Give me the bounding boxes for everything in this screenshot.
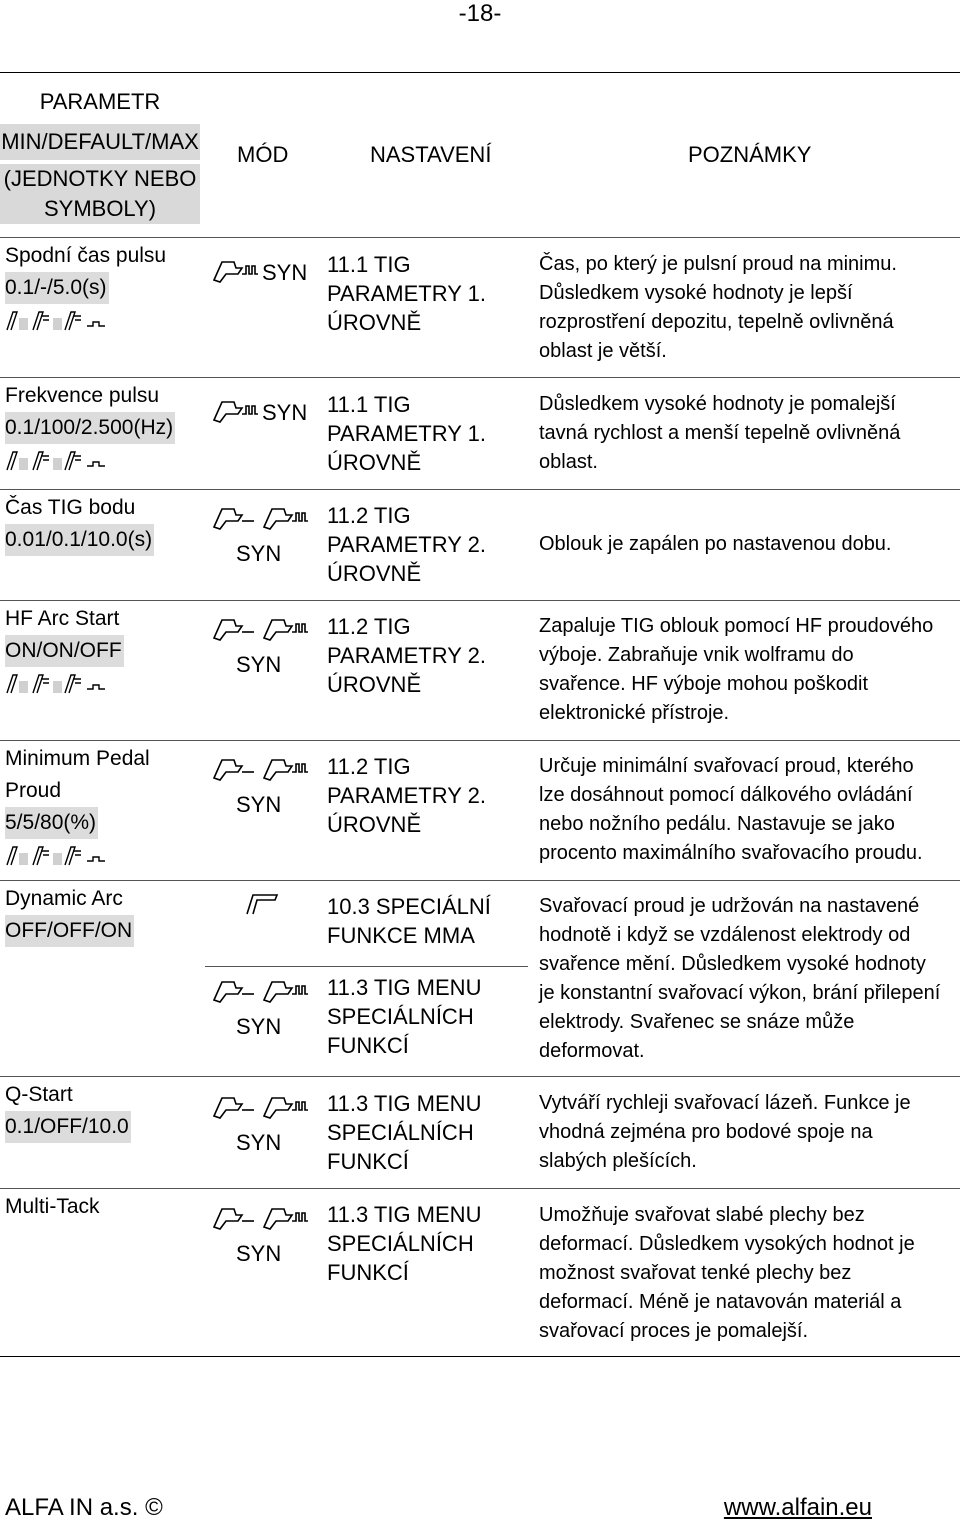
setting-cell xyxy=(327,973,527,1060)
param-value: 0.01/0.1/10.0(s) xyxy=(5,524,154,556)
param-value: OFF/OFF/ON xyxy=(5,915,134,947)
setting-cell xyxy=(327,390,527,477)
param-value: 0.1/-/5.0(s) xyxy=(5,272,109,304)
setting-line: 11.1 TIG xyxy=(327,392,411,417)
note-line: rozprostření depozitu, tepelně ovlivněná xyxy=(539,311,894,333)
note-line: oblast je větší. xyxy=(539,340,667,362)
note-line: hodnotě i když se vzdálenost elektrody od xyxy=(539,924,911,946)
row-rule xyxy=(0,740,960,741)
note-line: Oblouk je zapálen po nastavenou dobu. xyxy=(539,533,892,555)
note-cell xyxy=(539,612,959,728)
note-line: deformací. Méně je natavován materiál a xyxy=(539,1291,902,1313)
setting-line: 11.3 TIG MENU xyxy=(327,1202,482,1227)
setting-cell xyxy=(327,612,527,699)
note-line: Umožňuje svařovat slabé plechy bez xyxy=(539,1204,865,1226)
footer-company: ALFA IN a.s. © xyxy=(5,1494,163,1521)
note-cell xyxy=(539,752,959,868)
svg-text:SYN: SYN xyxy=(236,652,282,676)
svg-text:SYN: SYN xyxy=(236,541,282,565)
setting-line: ÚROVNĚ xyxy=(327,812,422,837)
param-cell xyxy=(5,1191,200,1223)
note-line: Čas, po který je pulsní proud na minimu. xyxy=(539,253,897,275)
param-name: Frekvence pulsu xyxy=(5,384,160,407)
setting-line: FUNKCÍ xyxy=(327,1033,409,1058)
header-parameter xyxy=(0,84,200,224)
setting-line: PARAMETRY 1. xyxy=(327,421,486,446)
setting-line: ÚROVNĚ xyxy=(327,561,422,586)
table-top-rule xyxy=(0,72,960,73)
param-name: HF Arc Start xyxy=(5,607,120,630)
tig-mode-symbols-icon xyxy=(5,841,115,867)
param-value: 0.1/OFF/10.0 xyxy=(5,1111,131,1143)
note-line: tavná rychlost a menší tepelně ovlivněná xyxy=(539,422,901,444)
svg-text:SYN: SYN xyxy=(236,1014,282,1038)
setting-line: FUNKCÍ xyxy=(327,1149,409,1174)
header-notes: POZNÁMKY xyxy=(688,142,812,167)
param-name: Dynamic Arc xyxy=(5,887,123,910)
header-param-line3: (JEDNOTKY NEBO xyxy=(0,164,200,194)
dc-pulse-syn-icon xyxy=(212,1205,312,1265)
note-line: elektronické přístroje. xyxy=(539,702,730,724)
setting-line: PARAMETRY 2. xyxy=(327,783,486,808)
note-line: svařence. HF výboje mohou poškodit xyxy=(539,673,869,695)
param-name: Minimum Pedal xyxy=(5,747,150,770)
note-line: Určuje minimální svařovací proud, kterého xyxy=(539,755,914,777)
note-cell xyxy=(539,1201,959,1346)
note-line: Svařovací proud je udržován na nastavené xyxy=(539,895,920,917)
tig-mode-symbols-icon xyxy=(5,446,115,472)
page-number: -18- xyxy=(458,0,502,27)
row-rule xyxy=(0,237,960,238)
row-rule xyxy=(0,1188,960,1189)
note-cell xyxy=(539,390,959,477)
param-name-line2: Proud xyxy=(5,779,62,802)
setting-line: 10.3 SPECIÁLNÍ xyxy=(327,894,491,919)
dc-pulse-syn-icon xyxy=(212,756,312,816)
param-value: ON/ON/OFF xyxy=(5,635,124,667)
dc-pulse-syn-icon xyxy=(212,616,312,676)
table-bottom-rule xyxy=(0,1356,960,1357)
param-name: Čas TIG bodu xyxy=(5,496,136,519)
setting-line: 11.2 TIG xyxy=(327,754,411,779)
setting-line: ÚROVNĚ xyxy=(327,672,422,697)
param-cell xyxy=(5,380,200,474)
note-line: Důsledkem vysoké hodnoty je pomalejší xyxy=(539,393,896,415)
setting-line: 11.2 TIG xyxy=(327,503,411,528)
param-value: 5/5/80(%) xyxy=(5,807,98,839)
row-rule xyxy=(0,1076,960,1077)
setting-line: PARAMETRY 1. xyxy=(327,281,486,306)
note-line: svařovací proces je pomalejší. xyxy=(539,1320,809,1342)
row-rule xyxy=(0,880,960,881)
process-mode-icons xyxy=(5,669,200,697)
setting-line: PARAMETRY 2. xyxy=(327,643,486,668)
row-rule xyxy=(0,600,960,601)
setting-line: 11.1 TIG xyxy=(327,252,411,277)
setting-cell xyxy=(327,752,527,839)
header-param-line4: SYMBOLY) xyxy=(0,194,200,224)
svg-text:SYN: SYN xyxy=(236,792,282,816)
svg-text:SYN: SYN xyxy=(262,260,308,285)
footer-website-link[interactable]: www.alfain.eu xyxy=(723,1494,872,1521)
setting-cell xyxy=(327,501,527,588)
note-line: elektrody. Svařenec se snáze může xyxy=(539,1011,855,1033)
setting-cell xyxy=(327,1089,527,1176)
setting-line: 11.2 TIG xyxy=(327,614,411,639)
note-line: Vytváří rychleji svařovací lázeň. Funkce je xyxy=(539,1092,911,1114)
param-name: Multi-Tack xyxy=(5,1195,100,1218)
note-line: výboje. Zabraňuje vnik wolframu do xyxy=(539,644,854,666)
header-setting: NASTAVENÍ xyxy=(370,142,492,167)
setting-line: ÚROVNĚ xyxy=(327,450,422,475)
note-line: deformovat. xyxy=(539,1040,645,1062)
process-mode-icons xyxy=(5,306,200,334)
process-mode-icons xyxy=(5,841,200,869)
note-cell xyxy=(539,892,959,1066)
note-line: lze dosáhnout pomocí dálkového ovládání xyxy=(539,784,913,806)
note-line: procento maximálního svařovacího proudu. xyxy=(539,842,923,864)
setting-line: FUNKCÍ xyxy=(327,1260,409,1285)
param-cell xyxy=(5,603,200,697)
sub-row-rule xyxy=(205,966,528,967)
svg-text:SYN: SYN xyxy=(262,400,308,425)
row-rule xyxy=(0,377,960,378)
note-cell xyxy=(539,1089,959,1176)
setting-line: SPECIÁLNÍCH xyxy=(327,1231,474,1256)
setting-line: PARAMETRY 2. xyxy=(327,532,486,557)
setting-cell xyxy=(327,1200,527,1287)
tig-mode-symbols-icon xyxy=(5,306,115,332)
setting-line: SPECIÁLNÍCH xyxy=(327,1004,474,1029)
setting-line: 11.3 TIG MENU xyxy=(327,975,482,1000)
note-line: svařence mění. Důsledkem vysoké hodnoty xyxy=(539,953,926,975)
note-cell xyxy=(539,501,959,559)
pulse-syn-icon xyxy=(212,256,312,286)
param-cell xyxy=(5,883,200,947)
param-value: 0.1/100/2.500(Hz) xyxy=(5,412,175,444)
setting-cell xyxy=(327,250,527,337)
dc-pulse-syn-icon xyxy=(212,978,312,1038)
mma-electrode-icon xyxy=(245,892,279,916)
note-line: Důsledkem vysoké hodnoty je lepší xyxy=(539,282,853,304)
setting-line: FUNKCE MMA xyxy=(327,923,475,948)
process-mode-icons xyxy=(5,446,200,474)
tig-mode-symbols-icon xyxy=(5,669,115,695)
pulse-syn-icon xyxy=(212,396,312,426)
setting-line: SPECIÁLNÍCH xyxy=(327,1120,474,1145)
note-line: Zapaluje TIG oblouk pomocí HF proudového xyxy=(539,615,934,637)
setting-line: ÚROVNĚ xyxy=(327,310,422,335)
svg-text:SYN: SYN xyxy=(236,1130,282,1154)
header-mode: MÓD xyxy=(237,142,289,167)
param-name: Spodní čas pulsu xyxy=(5,244,167,267)
param-name: Q-Start xyxy=(5,1083,73,1106)
dc-pulse-syn-icon xyxy=(212,505,312,565)
note-line: nebo nožního pedálu. Nastavuje se jako xyxy=(539,813,895,835)
note-line: možnost svařovat tenké plechy bez xyxy=(539,1262,852,1284)
param-cell xyxy=(5,743,200,869)
svg-text:SYN: SYN xyxy=(236,1241,282,1265)
note-line: vhodná zejména pro bodové spoje na xyxy=(539,1121,873,1143)
param-cell xyxy=(5,1079,200,1143)
note-line: deformací. Důsledkem vysokých hodnot je xyxy=(539,1233,915,1255)
param-cell xyxy=(5,240,200,334)
header-param-line2: MIN/DEFAULT/MAX xyxy=(0,124,200,160)
setting-cell xyxy=(327,892,527,950)
setting-line: 11.3 TIG MENU xyxy=(327,1091,482,1116)
note-line: oblast. xyxy=(539,451,598,473)
header-param-line1: PARAMETR xyxy=(39,89,161,114)
note-line xyxy=(539,501,959,530)
note-cell xyxy=(539,250,959,366)
param-cell xyxy=(5,492,200,556)
note-line: je konstantní svařovací výkon, brání přilepení xyxy=(539,982,941,1004)
dc-pulse-syn-icon xyxy=(212,1094,312,1154)
note-line: slabých plešících. xyxy=(539,1150,697,1172)
row-rule xyxy=(0,489,960,490)
